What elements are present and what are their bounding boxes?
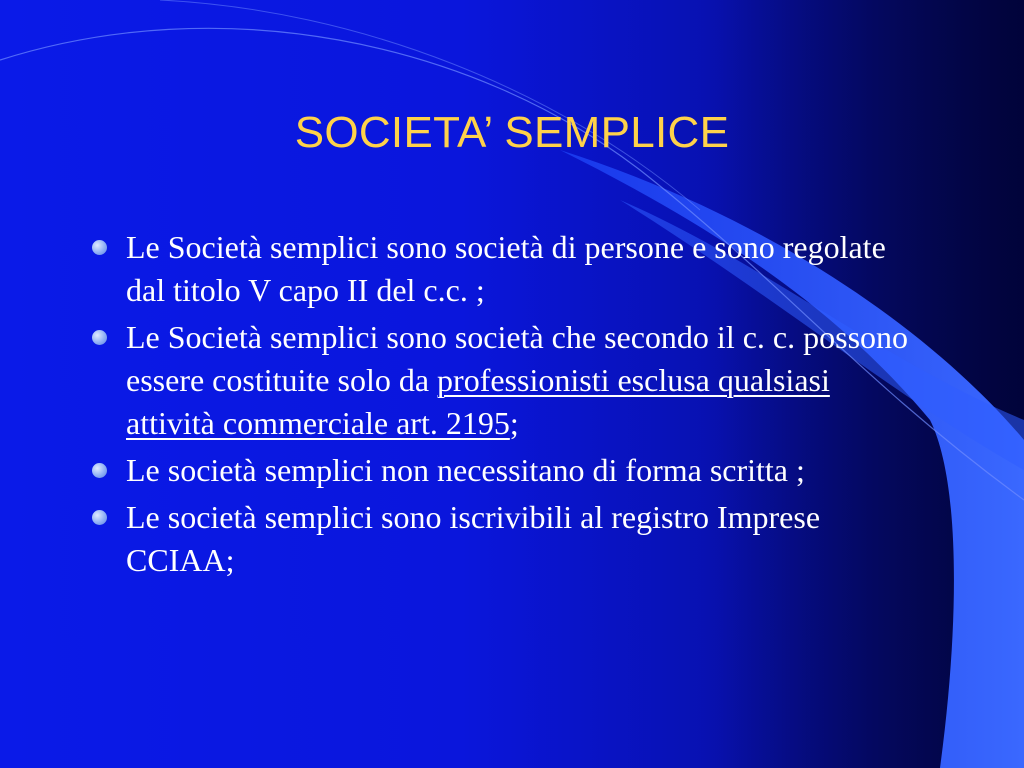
bullet-item xyxy=(90,496,920,582)
bullet-text: Le società semplici non necessitano di forma scritta ; xyxy=(126,452,805,488)
bullet-dot-icon xyxy=(92,240,107,255)
bullet-dot-icon xyxy=(92,330,107,345)
bullet-dot-icon xyxy=(92,463,107,478)
underlined-text: professionisti esclusa qualsiasi attività commerciale art. 2195 xyxy=(126,362,830,441)
bullet-text: Le Società semplici sono società che secondo il c. c. possono essere costituite solo da xyxy=(126,319,909,398)
bullet-text: Le società semplici sono iscrivibili al registro Imprese CCIAA; xyxy=(126,499,837,578)
bullet-list xyxy=(90,226,920,586)
bullet-item xyxy=(90,449,920,492)
bullet-item xyxy=(90,226,920,312)
bullet-text-end: ; xyxy=(509,405,519,441)
bullet-item xyxy=(90,316,920,445)
bullet-dot-icon xyxy=(92,510,107,525)
slide-title: SOCIETA’ SEMPLICE xyxy=(294,108,730,157)
bullet-text: Le Società semplici sono società di persone e sono regolate dal titolo V capo II del c.c. ; xyxy=(126,229,886,308)
